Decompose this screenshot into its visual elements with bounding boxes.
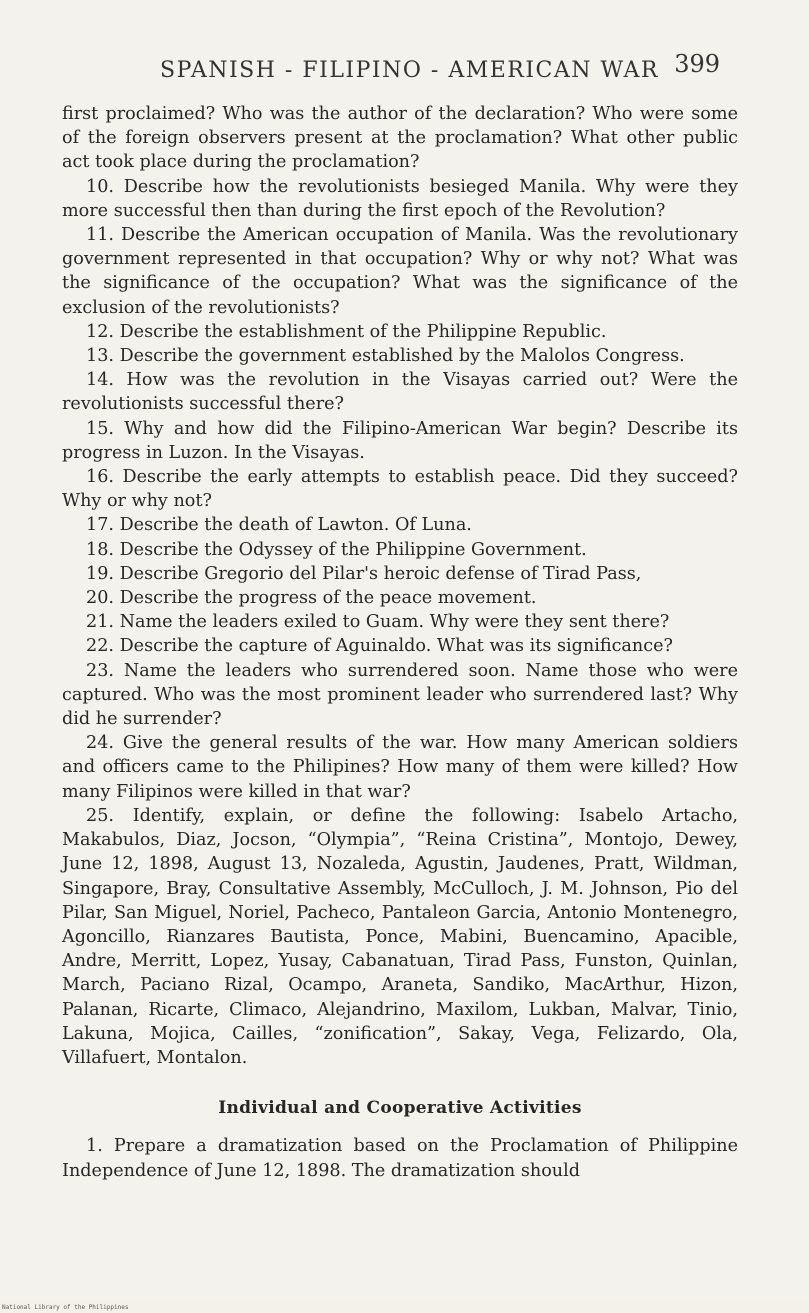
- body-text: [62, 102, 738, 1183]
- activity-1: 1. Prepare a dramatization based on the Proclamation of Philippine Independence of June 12, 1898. The dramatization should: [62, 1136, 738, 1181]
- question-11: 11. Describe the American occupation of Manila. Was the revolutionary government represented in that occupation? Why or why not? What was the significance of the occupation? What was the significance of the exclusion of the revolutionists?: [62, 225, 738, 318]
- question-19: 19. Describe Gregorio del Pilar's heroic defense of Tirad Pass,: [86, 563, 642, 584]
- question-13: 13. Describe the government established by the Malolos Congress.: [86, 346, 685, 367]
- paragraph: first proclaimed? Who was the author of the declaration? Who were some of the foreign observers present at the proclamation? What other public act took place during the proclamation?: [62, 104, 738, 173]
- question-12: 12. Describe the establishment of the Philippine Republic.: [86, 321, 607, 342]
- running-title: SPANISH - FILIPINO - AMERICAN WAR: [160, 58, 659, 83]
- section-heading: Individual and Cooperative Activities: [218, 1098, 582, 1119]
- question-18: 18. Describe the Odyssey of the Philippine Government.: [86, 539, 587, 560]
- question-10: 10. Describe how the revolutionists besieged Manila. Why were they more successful then than during the first epoch of the Revolution?: [62, 176, 738, 221]
- question-15: 15. Why and how did the Filipino-American War begin? Describe its progress in Luzon. In the Visayas.: [62, 418, 738, 463]
- question-17: 17. Describe the death of Lawton. Of Luna.: [86, 515, 472, 536]
- library-watermark: National Library of the Philippines: [2, 1304, 129, 1311]
- question-21: 21. Name the leaders exiled to Guam. Why were they sent there?: [86, 612, 670, 633]
- question-16: 16. Describe the early attempts to establish peace. Did they succeed? Why or why not?: [62, 467, 738, 512]
- page-number: 399: [674, 50, 720, 78]
- question-14: 14. How was the revolution in the Visayas carried out? Were the revolutionists successful there?: [62, 370, 738, 415]
- question-24: 24. Give the general results of the war. How many American soldiers and officers came to the Philipines? How many of them were killed? How many Filipinos were killed in that war?: [62, 733, 738, 802]
- question-22: 22. Describe the capture of Aguinaldo. What was its significance?: [86, 636, 673, 657]
- question-23: 23. Name the leaders who surrendered soon. Name those who were captured. Who was the most prominent leader who surrendered last? Why did he surrender?: [62, 660, 738, 730]
- page-header: [160, 48, 720, 88]
- question-20: 20. Describe the progress of the peace movement.: [86, 588, 537, 609]
- question-25: 25. Identify, explain, or define the following: Isabelo Artacho, Makabulos, Diaz, Jocson, “Olympia”, “Reina Cristina”, Montojo, Dewey, June 12, 1898, August 13, Nozaleda, Agustin, Jaudenes, Pratt, Wildman, Singapore, Bray, Consultative Assembly, McCulloch, J. M. Johnson, Pio del Pilar, San Miguel, Noriel, Pacheco, Pantaleon Garcia, Antonio Montenegro, Agoncillo, Rianzares Bautista, Ponce, Mabini, Buencamino, Apacible, Andre, Merritt, Lopez, Yusay, Cabanatuan, Tirad Pass, Funston, Quinlan, March, Paciano Rizal, Ocampo, Araneta, Sandiko, MacArthur, Hizon, Palanan, Ricarte, Climaco, Alejandrino, Maxilom, Lukban, Malvar, Tinio, Lakuna, Mojica, Cailles, “zonification”, Sakay, Vega, Felizardo, Ola, Villafuert, Montalon.: [62, 805, 738, 1068]
